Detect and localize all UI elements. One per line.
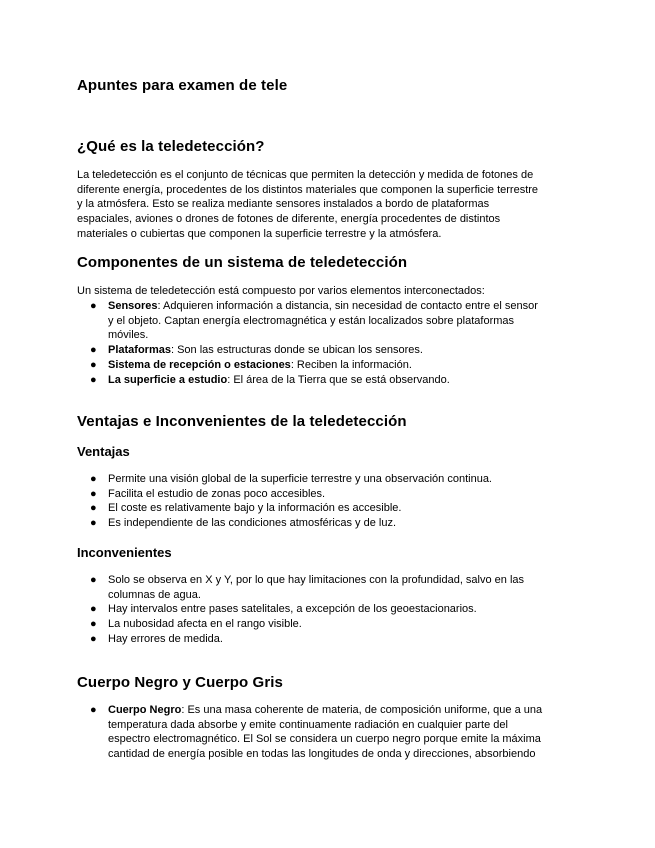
paragraph-line: diferente energía, procedentes de los distintos materiales que componen la superficie terrestre	[77, 183, 539, 196]
paragraph-line: La teledetección es el conjunto de técnicas que permiten la detección y medida de fotones de	[77, 169, 534, 181]
list-item	[77, 299, 538, 343]
item-text: y el objeto. Captan energía electromagnética y están localizados sobre plataformas	[108, 314, 515, 327]
item-text: Hay errores de medida.	[108, 632, 223, 645]
bullet-icon: ●	[90, 704, 97, 716]
item-text: columnas de agua.	[108, 588, 201, 601]
bullet-icon: ●	[90, 517, 97, 530]
item-text: móviles.	[108, 329, 149, 342]
bullet-icon: ●	[90, 502, 97, 515]
section-heading-ventajas-inconvenientes: Ventajas e Inconvenientes de la teledetección	[77, 413, 407, 430]
ventajas-list	[77, 472, 492, 531]
bullet-icon: ●	[90, 473, 97, 485]
teledeteccion-paragraph	[77, 168, 557, 242]
bullet-icon: ●	[90, 358, 97, 371]
item-text: Facilita el estudio de zonas poco accesibles.	[108, 487, 326, 500]
item-text: : Reciben la información.	[290, 358, 412, 371]
item-text: Es independiente de las condiciones atmosféricas y de luz.	[108, 517, 397, 530]
section-heading-componentes: Componentes de un sistema de teledetección	[77, 254, 408, 271]
item-text: temperatura dada absorbe y emite continuamente radiación en cualquier parte del	[108, 718, 508, 731]
item-term: La superficie a estudio	[108, 373, 228, 386]
subheading-ventajas: Ventajas	[77, 444, 130, 459]
bullet-icon: ●	[90, 618, 97, 631]
document-title: Apuntes para examen de tele	[77, 77, 288, 94]
item-term: Sistema de recepción o estaciones	[108, 358, 291, 371]
item-term: Plataformas	[108, 344, 171, 357]
subheading-inconvenientes: Inconvenientes	[77, 545, 172, 560]
section-heading-cuerpo: Cuerpo Negro y Cuerpo Gris	[77, 674, 283, 691]
list-item	[77, 487, 492, 502]
item-text: Hay intervalos entre pases satelitales, a excepción de los geoestacionarios.	[108, 603, 477, 616]
bullet-icon: ●	[90, 300, 97, 312]
paragraph-line: espaciales, aviones o drones de fotones de diferente, energía procedentes de distintos	[77, 213, 501, 226]
list-item	[77, 703, 542, 762]
bullet-icon: ●	[90, 487, 97, 500]
item-text: : Adquieren información a distancia, sin necesidad de contacto entre el sensor	[157, 300, 538, 312]
list-item	[77, 358, 538, 373]
item-text: : El área de la Tierra que se está observando.	[227, 373, 450, 386]
componentes-list	[77, 299, 538, 387]
list-item	[77, 617, 524, 632]
inconvenientes-list	[77, 573, 524, 647]
item-text: cantidad de energía posible en todas las longitudes de onda y direcciones, absorbiendo	[108, 748, 536, 761]
bullet-icon: ●	[90, 632, 97, 645]
list-item	[77, 632, 524, 647]
bullet-icon: ●	[90, 373, 97, 386]
item-text: La nubosidad afecta en el rango visible.	[108, 618, 302, 631]
list-item	[77, 602, 524, 617]
bullet-icon: ●	[90, 574, 97, 586]
item-text: Permite una visión global de la superficie terrestre y una observación continua.	[108, 473, 492, 485]
cuerpo-list	[77, 703, 542, 762]
list-item	[77, 343, 538, 358]
paragraph-line: materiales o cubiertas que componen la superficie terrestre y la atmósfera.	[77, 227, 442, 240]
list-item	[77, 516, 492, 531]
item-text: Solo se observa en X y Y, por lo que hay limitaciones con la profundidad, salvo en las	[108, 574, 525, 586]
item-text: espectro electromagnético. El Sol se considera un cuerpo negro porque emite la máxima	[108, 733, 541, 746]
section-heading-teledeteccion: ¿Qué es la teledetección?	[77, 138, 265, 155]
item-term: Cuerpo Negro	[108, 704, 182, 716]
bullet-icon: ●	[90, 344, 97, 357]
item-text: : Son las estructuras donde se ubican los sensores.	[170, 344, 423, 357]
list-item	[77, 501, 492, 516]
componentes-intro: Un sistema de teledetección está compuesto por varios elementos interconectados:	[77, 285, 485, 297]
item-text: El coste es relativamente bajo y la información es accesible.	[108, 502, 402, 515]
list-item	[77, 373, 538, 388]
list-item	[77, 573, 524, 602]
bullet-icon: ●	[90, 603, 97, 616]
item-text: : Es una masa coherente de materia, de composición uniforme, que a una	[181, 704, 543, 716]
list-item	[77, 472, 492, 487]
item-term: Sensores	[108, 300, 158, 312]
paragraph-line: y la atmósfera. Esto se realiza mediante sensores instalados a bordo de plataformas	[77, 198, 490, 211]
